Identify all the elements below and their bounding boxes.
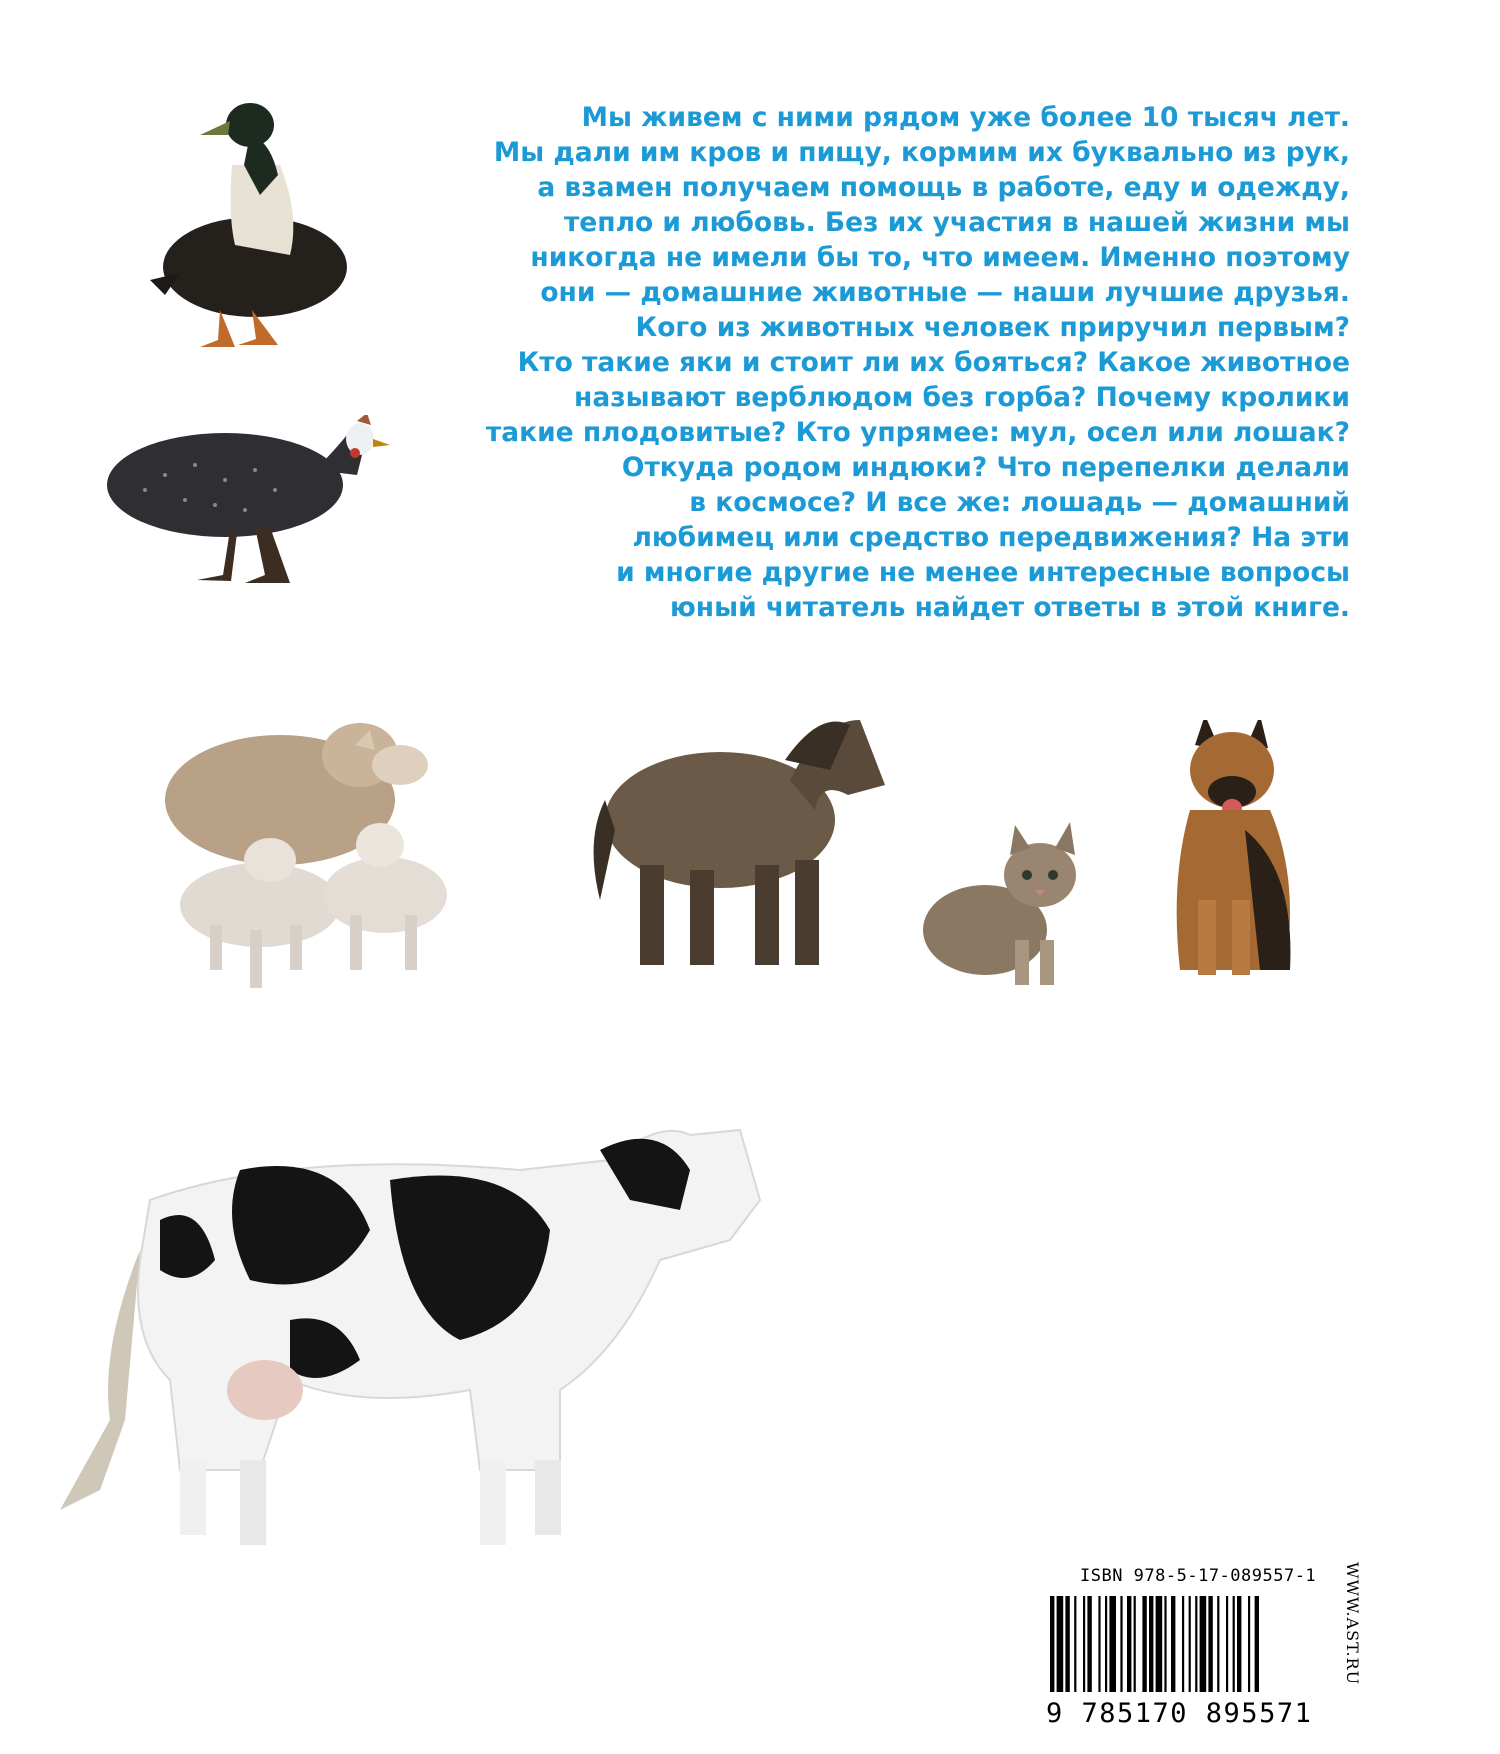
blurb-line: тепло и любовь. Без их участия в нашей жизни мы: [563, 207, 1350, 238]
publisher-website: WWW.AST.RU: [1343, 1562, 1362, 1686]
blurb-line: Мы живем с ними рядом уже более 10 тысяч лет.: [581, 102, 1350, 133]
blurb-line: Мы дали им кров и пищу, кормим их буквально из рук,: [493, 137, 1350, 168]
blurb-line: Откуда родом индюки? Что перепелки делали: [621, 452, 1350, 483]
blurb-line: в космосе? И все же: лошадь — домашний: [689, 487, 1350, 518]
blurb-line: любимец или средство передвижения? На эти: [632, 522, 1350, 553]
duck-image: [140, 95, 350, 355]
barcode: [1046, 1596, 1326, 1696]
blurb-line: юный читатель найдет ответы в этой книге.: [670, 592, 1350, 623]
kitten-image: [915, 820, 1100, 990]
guinea-fowl-image: [105, 415, 405, 595]
blurb-line: никогда не имели бы то, что имеем. Именно поэтому: [530, 242, 1350, 273]
blurb-line: а взамен получаем помощь в работе, еду и одежду,: [537, 172, 1350, 203]
blurb-text: [470, 100, 1350, 625]
holstein-cow-image: [40, 1090, 820, 1560]
pony-image: [580, 700, 900, 980]
isbn-label: ISBN 978-5-17-089557-1: [1080, 1566, 1317, 1586]
blurb-line: и многие другие не менее интересные вопросы: [616, 557, 1350, 588]
sheep-with-lambs-image: [150, 710, 480, 995]
blurb-line: такие плодовитые? Кто упрямее: мул, осел или лошак?: [485, 417, 1350, 448]
blurb-line: Кого из животных человек приручил первым?: [635, 312, 1350, 343]
blurb-line: они — домашние животные — наши лучшие друзья.: [540, 277, 1350, 308]
barcode-number: 9 785170 895571: [1046, 1698, 1313, 1729]
blurb-line: называют верблюдом без горба? Почему кролики: [574, 382, 1350, 413]
german-shepherd-image: [1150, 720, 1310, 990]
blurb-line: Кто такие яки и стоит ли их бояться? Какое животное: [517, 347, 1350, 378]
